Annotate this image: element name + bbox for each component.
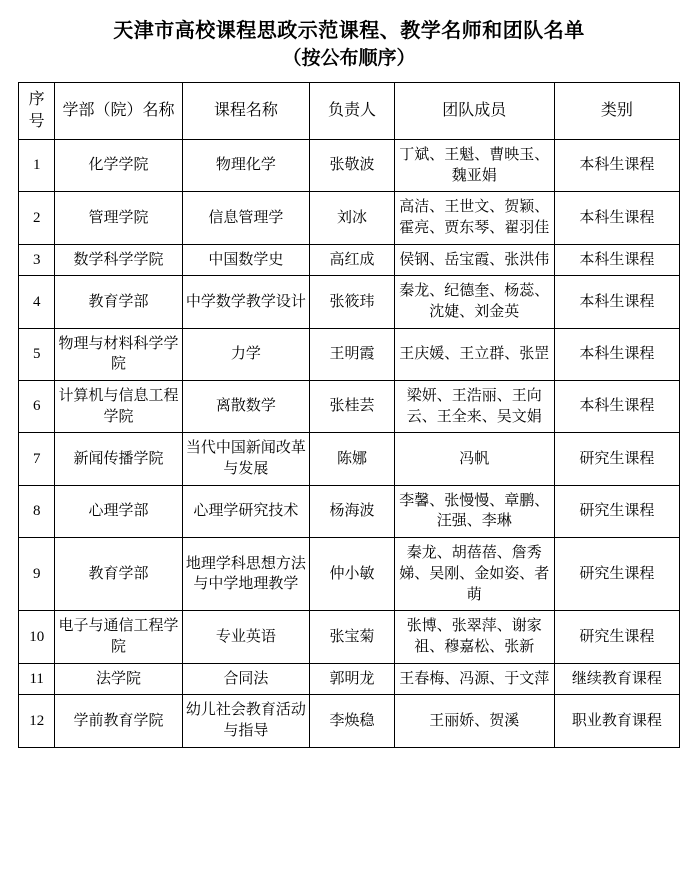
cell-course: 力学 (182, 328, 309, 380)
cell-dept: 教育学部 (55, 538, 182, 611)
cell-leader: 张敬波 (310, 139, 395, 191)
cell-leader: 陈娜 (310, 433, 395, 485)
cell-leader: 张筱玮 (310, 276, 395, 328)
table-row (19, 538, 680, 611)
cell-type: 本科生课程 (554, 328, 679, 380)
cell-dept: 心理学部 (55, 485, 182, 537)
cell-dept: 化学学院 (55, 139, 182, 191)
column-header-type: 类别 (554, 82, 679, 139)
cell-leader: 郭明龙 (310, 663, 395, 695)
cell-course: 合同法 (182, 663, 309, 695)
cell-index: 2 (19, 192, 55, 244)
column-header-index: 序号 (19, 82, 55, 139)
cell-course: 信息管理学 (182, 192, 309, 244)
cell-dept: 学前教育学院 (55, 695, 182, 747)
cell-members: 王春梅、冯源、于文萍 (394, 663, 554, 695)
table-body (19, 139, 680, 747)
cell-course: 物理化学 (182, 139, 309, 191)
table-row (19, 192, 680, 244)
cell-index: 8 (19, 485, 55, 537)
cell-index: 11 (19, 663, 55, 695)
cell-type: 本科生课程 (554, 244, 679, 276)
cell-index: 5 (19, 328, 55, 380)
cell-members: 冯帆 (394, 433, 554, 485)
cell-leader: 刘冰 (310, 192, 395, 244)
cell-type: 本科生课程 (554, 139, 679, 191)
table-row (19, 244, 680, 276)
cell-dept: 电子与通信工程学院 (55, 611, 182, 663)
cell-leader: 高红成 (310, 244, 395, 276)
cell-type: 研究生课程 (554, 538, 679, 611)
cell-members: 王庆媛、王立群、张罡 (394, 328, 554, 380)
table-row (19, 611, 680, 663)
table-row (19, 381, 680, 433)
column-header-members: 团队成员 (394, 82, 554, 139)
cell-dept: 数学科学学院 (55, 244, 182, 276)
cell-dept: 物理与材料科学学院 (55, 328, 182, 380)
cell-course: 心理学研究技术 (182, 485, 309, 537)
table-row (19, 139, 680, 191)
cell-type: 继续教育课程 (554, 663, 679, 695)
cell-index: 1 (19, 139, 55, 191)
cell-members: 秦龙、胡蓓蓓、詹秀娣、吴刚、金如姿、者萌 (394, 538, 554, 611)
cell-members: 李馨、张慢慢、章鹏、汪强、李琳 (394, 485, 554, 537)
cell-type: 研究生课程 (554, 433, 679, 485)
course-list-table (18, 82, 680, 748)
cell-course: 离散数学 (182, 381, 309, 433)
table-row (19, 328, 680, 380)
cell-type: 本科生课程 (554, 192, 679, 244)
cell-index: 7 (19, 433, 55, 485)
cell-leader: 王明霞 (310, 328, 395, 380)
cell-dept: 计算机与信息工程学院 (55, 381, 182, 433)
table-row (19, 433, 680, 485)
cell-course: 中学数学教学设计 (182, 276, 309, 328)
cell-index: 12 (19, 695, 55, 747)
cell-type: 职业教育课程 (554, 695, 679, 747)
cell-type: 研究生课程 (554, 611, 679, 663)
cell-members: 梁妍、王浩丽、王向云、王全来、吴文娟 (394, 381, 554, 433)
document-subtitle: （按公布顺序） (282, 48, 416, 69)
cell-index: 9 (19, 538, 55, 611)
table-header-row (19, 82, 680, 139)
table-row (19, 276, 680, 328)
cell-dept: 管理学院 (55, 192, 182, 244)
column-header-dept: 学部（院）名称 (55, 82, 182, 139)
cell-course: 幼儿社会教育活动与指导 (182, 695, 309, 747)
cell-course: 地理学科思想方法与中学地理教学 (182, 538, 309, 611)
table-row (19, 485, 680, 537)
cell-type: 本科生课程 (554, 381, 679, 433)
cell-members: 王丽娇、贺溪 (394, 695, 554, 747)
cell-members: 张博、张翠萍、谢家祖、穆嘉松、张新 (394, 611, 554, 663)
cell-dept: 教育学部 (55, 276, 182, 328)
cell-type: 研究生课程 (554, 485, 679, 537)
cell-course: 当代中国新闻改革与发展 (182, 433, 309, 485)
cell-leader: 杨海波 (310, 485, 395, 537)
cell-course: 专业英语 (182, 611, 309, 663)
column-header-leader: 负责人 (310, 82, 395, 139)
cell-members: 侯钢、岳宝霞、张洪伟 (394, 244, 554, 276)
cell-index: 3 (19, 244, 55, 276)
cell-dept: 法学院 (55, 663, 182, 695)
table-row (19, 695, 680, 747)
document-title: 天津市高校课程思政示范课程、教学名师和团队名单 (113, 20, 585, 42)
document-page (0, 18, 698, 880)
cell-leader: 李焕稳 (310, 695, 395, 747)
cell-leader: 仲小敏 (310, 538, 395, 611)
cell-leader: 张桂芸 (310, 381, 395, 433)
cell-dept: 新闻传播学院 (55, 433, 182, 485)
cell-index: 4 (19, 276, 55, 328)
cell-members: 秦龙、纪德奎、杨蕊、沈婕、刘金英 (394, 276, 554, 328)
cell-members: 高洁、王世文、贺颖、霍亮、贾东琴、翟羽佳 (394, 192, 554, 244)
cell-index: 10 (19, 611, 55, 663)
cell-index: 6 (19, 381, 55, 433)
table-row (19, 663, 680, 695)
column-header-course: 课程名称 (182, 82, 309, 139)
cell-members: 丁斌、王魁、曹映玉、魏亚娟 (394, 139, 554, 191)
cell-type: 本科生课程 (554, 276, 679, 328)
cell-course: 中国数学史 (182, 244, 309, 276)
cell-leader: 张宝菊 (310, 611, 395, 663)
